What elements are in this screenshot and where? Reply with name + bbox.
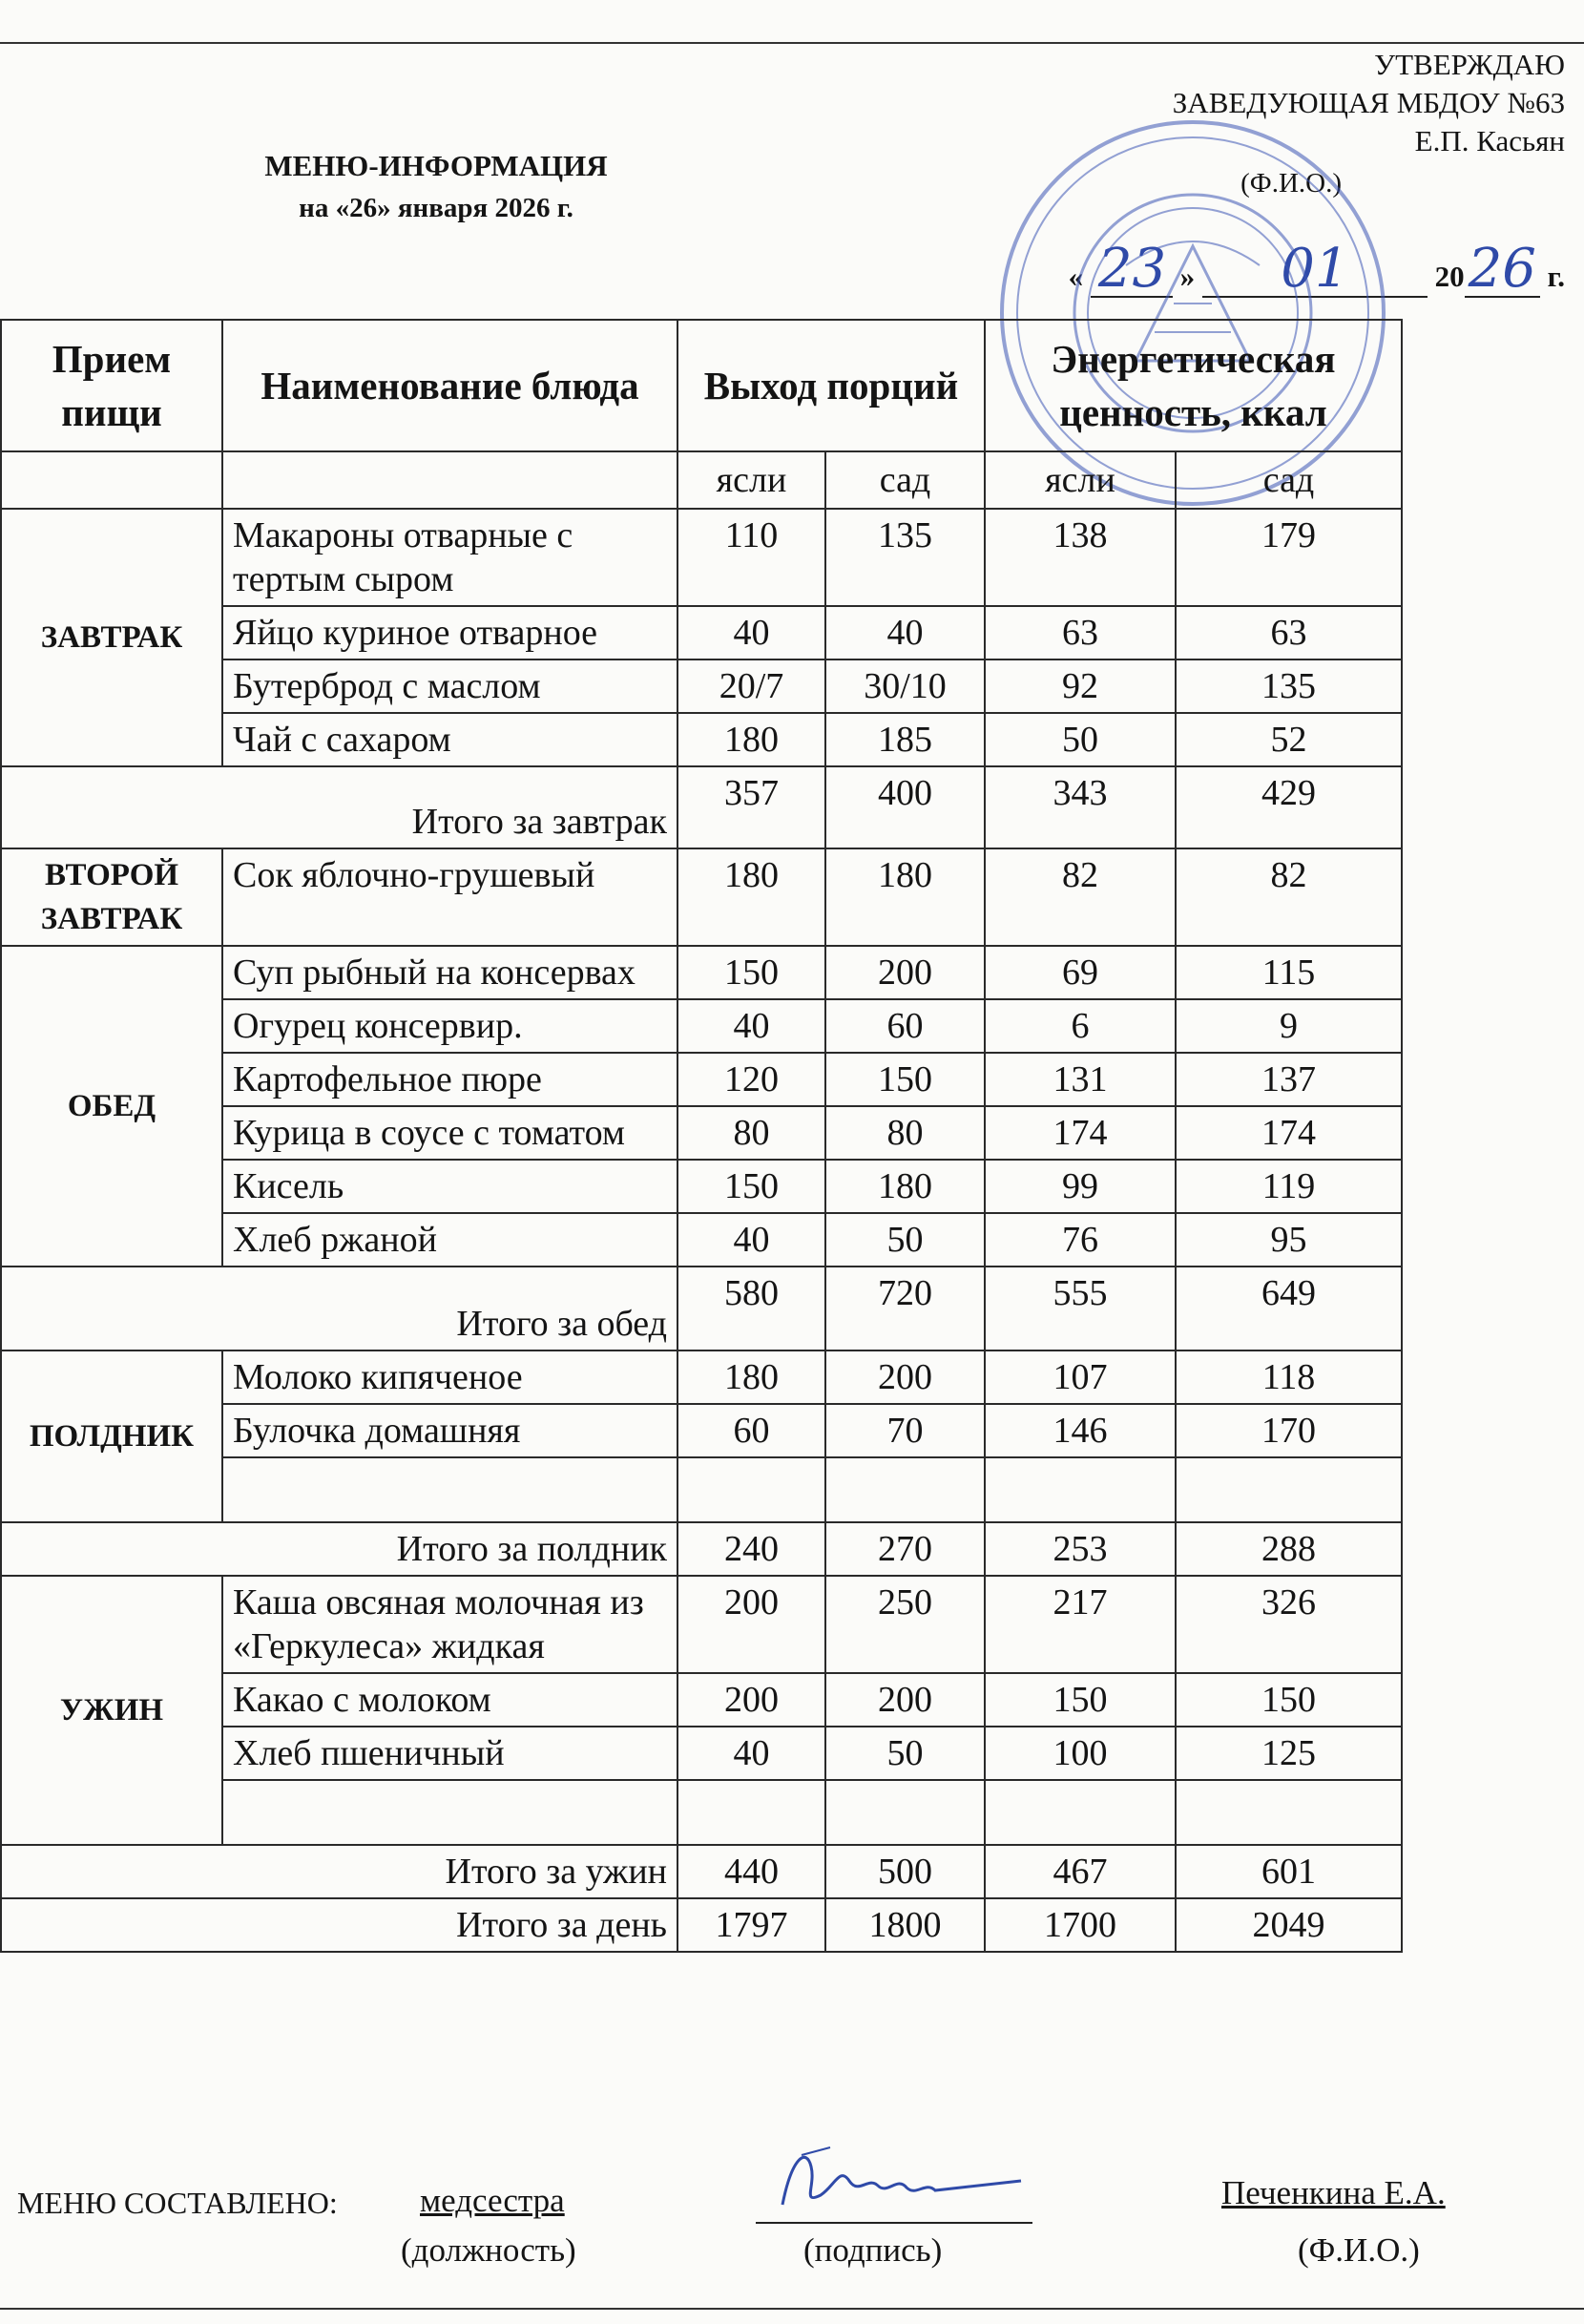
dish-name: Курица в соусе с томатом [222, 1106, 677, 1160]
name-caption: (Ф.И.О.) [1298, 2231, 1420, 2269]
energy-kindergarten: 9 [1176, 999, 1402, 1053]
yield-nursery: 60 [677, 1404, 825, 1457]
title-date: на «26» января 2026 г. [299, 193, 573, 223]
yield-nursery: 40 [677, 606, 825, 660]
empty-cell [677, 1457, 825, 1522]
energy-nursery: 76 [985, 1213, 1176, 1267]
total-energy-nursery: 1700 [985, 1898, 1176, 1952]
energy-kindergarten: 174 [1176, 1106, 1402, 1160]
yield-kindergarten: 200 [825, 1350, 985, 1404]
total-energy-kindergarten: 429 [1176, 766, 1402, 848]
menu-table [0, 319, 1403, 1953]
energy-kindergarten: 82 [1176, 848, 1402, 946]
year-prefix: 20 [1434, 260, 1465, 293]
energy-kindergarten: 95 [1176, 1213, 1402, 1267]
yield-kindergarten: 50 [825, 1213, 985, 1267]
empty-cell [825, 1457, 985, 1522]
yield-kindergarten: 150 [825, 1053, 985, 1106]
empty-cell [222, 1457, 677, 1522]
energy-nursery: 131 [985, 1053, 1176, 1106]
total-energy-nursery: 467 [985, 1845, 1176, 1898]
energy-kindergarten: 115 [1176, 946, 1402, 999]
energy-kindergarten: 118 [1176, 1350, 1402, 1404]
yield-kindergarten: 50 [825, 1727, 985, 1780]
approval-month: 01 [1202, 250, 1428, 298]
meal-lunch: ОБЕД [1, 946, 222, 1267]
total-energy-kindergarten: 288 [1176, 1522, 1402, 1576]
empty-cell [1176, 1457, 1402, 1522]
total-yield-kindergarten: 720 [825, 1267, 985, 1350]
compiled-label: МЕНЮ СОСТАВЛЕНО: [17, 2186, 338, 2220]
year-unit: г. [1547, 260, 1565, 293]
total-yield-nursery: 440 [677, 1845, 825, 1898]
dish-name: Макароны отварные с тертым сыром [222, 509, 677, 606]
compiler-position: медсестра [420, 2182, 565, 2219]
energy-kindergarten: 170 [1176, 1404, 1402, 1457]
approver-position: ЗАВЕДУЮЩАЯ МБДОУ №63 [1172, 86, 1565, 119]
total-energy-nursery: 343 [985, 766, 1176, 848]
dish-name: Какао с молоком [222, 1673, 677, 1727]
dish-name: Булочка домашняя [222, 1404, 677, 1457]
empty-cell [985, 1457, 1176, 1522]
total-yield-nursery: 240 [677, 1522, 825, 1576]
total-energy-kindergarten: 2049 [1176, 1898, 1402, 1952]
total-row-day [1, 1898, 1402, 1952]
total-row-dinner [1, 1845, 1402, 1898]
approve-heading: УТВЕРЖДАЮ [1374, 48, 1565, 81]
energy-kindergarten: 137 [1176, 1053, 1402, 1106]
top-rule [0, 42, 1584, 44]
total-yield-kindergarten: 500 [825, 1845, 985, 1898]
col-meal-header: Прием пищи [1, 320, 222, 451]
approval-day: 23 [1091, 250, 1173, 298]
energy-nursery: 63 [985, 606, 1176, 660]
table-row [1, 509, 1402, 606]
energy-nursery: 217 [985, 1576, 1176, 1673]
table-subheader-row [1, 451, 1402, 509]
yield-nursery: 180 [677, 713, 825, 766]
yield-nursery: 40 [677, 1213, 825, 1267]
empty-subheader [1, 451, 222, 509]
table-row [1, 1350, 1402, 1404]
yield-nursery: 200 [677, 1673, 825, 1727]
empty-cell [1176, 1780, 1402, 1845]
dish-name: Каша овсяная молочная из «Геркулеса» жидкая [222, 1576, 677, 1673]
yield-nursery: 120 [677, 1053, 825, 1106]
energy-nursery: 107 [985, 1350, 1176, 1404]
footer [0, 2167, 1584, 2300]
dish-name: Сок яблочно-грушевый [222, 848, 677, 946]
bottom-rule [0, 2308, 1584, 2310]
yield-nursery: 180 [677, 848, 825, 946]
total-row-snack [1, 1522, 1402, 1576]
yield-nursery: 20/7 [677, 660, 825, 713]
yield-kindergarten: 30/10 [825, 660, 985, 713]
yield-kindergarten: 250 [825, 1576, 985, 1673]
dish-name: Чай с сахаром [222, 713, 677, 766]
table-header-row [1, 320, 1402, 451]
subheader-yield-kindergarten: сад [825, 451, 985, 509]
total-label: Итого за обед [1, 1267, 677, 1350]
yield-kindergarten: 135 [825, 509, 985, 606]
total-yield-nursery: 580 [677, 1267, 825, 1350]
total-yield-kindergarten: 400 [825, 766, 985, 848]
energy-nursery: 138 [985, 509, 1176, 606]
yield-nursery: 40 [677, 999, 825, 1053]
table-row [1, 1576, 1402, 1673]
total-energy-kindergarten: 649 [1176, 1267, 1402, 1350]
energy-nursery: 174 [985, 1106, 1176, 1160]
meal-snack: ПОЛДНИК [1, 1350, 222, 1522]
signature-line [756, 2222, 1032, 2224]
energy-kindergarten: 63 [1176, 606, 1402, 660]
yield-nursery: 150 [677, 1160, 825, 1213]
position-caption: (должность) [401, 2231, 576, 2269]
yield-kindergarten: 180 [825, 848, 985, 946]
yield-kindergarten: 200 [825, 946, 985, 999]
energy-kindergarten: 150 [1176, 1673, 1402, 1727]
dish-name: Кисель [222, 1160, 677, 1213]
energy-kindergarten: 179 [1176, 509, 1402, 606]
meal-breakfast: ЗАВТРАК [1, 509, 222, 766]
energy-kindergarten: 326 [1176, 1576, 1402, 1673]
empty-cell [222, 1780, 677, 1845]
yield-kindergarten: 70 [825, 1404, 985, 1457]
yield-nursery: 40 [677, 1727, 825, 1780]
table-row [1, 848, 1402, 946]
yield-kindergarten: 200 [825, 1673, 985, 1727]
energy-kindergarten: 119 [1176, 1160, 1402, 1213]
approver-name: Е.П. Касьян [1414, 124, 1565, 157]
energy-kindergarten: 52 [1176, 713, 1402, 766]
signature-icon [763, 2138, 1040, 2224]
total-energy-nursery: 555 [985, 1267, 1176, 1350]
energy-nursery: 6 [985, 999, 1176, 1053]
yield-kindergarten: 60 [825, 999, 985, 1053]
total-label: Итого за ужин [1, 1845, 677, 1898]
total-energy-nursery: 253 [985, 1522, 1176, 1576]
yield-kindergarten: 185 [825, 713, 985, 766]
yield-nursery: 110 [677, 509, 825, 606]
empty-cell [825, 1780, 985, 1845]
dish-name: Картофельное пюре [222, 1053, 677, 1106]
energy-nursery: 150 [985, 1673, 1176, 1727]
empty-cell [985, 1780, 1176, 1845]
col-energy-header: Энергетическая ценность, ккал [985, 320, 1402, 451]
dish-name: Бутерброд с маслом [222, 660, 677, 713]
yield-kindergarten: 80 [825, 1106, 985, 1160]
yield-kindergarten: 180 [825, 1160, 985, 1213]
subheader-energy-nursery: ясли [985, 451, 1176, 509]
dish-name: Хлеб пшеничный [222, 1727, 677, 1780]
energy-nursery: 69 [985, 946, 1176, 999]
energy-nursery: 92 [985, 660, 1176, 713]
quote-close: » [1179, 260, 1196, 293]
yield-nursery: 150 [677, 946, 825, 999]
yield-nursery: 200 [677, 1576, 825, 1673]
empty-cell [677, 1780, 825, 1845]
energy-nursery: 50 [985, 713, 1176, 766]
approval-year: 26 [1465, 250, 1540, 298]
energy-nursery: 82 [985, 848, 1176, 946]
empty-subheader [222, 451, 677, 509]
col-yield-header: Выход порций [677, 320, 985, 451]
subheader-energy-kindergarten: сад [1176, 451, 1402, 509]
total-label: Итого за завтрак [1, 766, 677, 848]
total-yield-nursery: 357 [677, 766, 825, 848]
energy-nursery: 146 [985, 1404, 1176, 1457]
total-yield-kindergarten: 270 [825, 1522, 985, 1576]
total-yield-nursery: 1797 [677, 1898, 825, 1952]
total-row-lunch [1, 1267, 1402, 1350]
total-label: Итого за полдник [1, 1522, 677, 1576]
dish-name: Яйцо куриное отварное [222, 606, 677, 660]
yield-nursery: 180 [677, 1350, 825, 1404]
document-title [221, 145, 651, 229]
total-yield-kindergarten: 1800 [825, 1898, 985, 1952]
compiler-name: Печенкина Е.А. [1221, 2174, 1446, 2211]
energy-nursery: 100 [985, 1727, 1176, 1780]
energy-kindergarten: 125 [1176, 1727, 1402, 1780]
total-energy-kindergarten: 601 [1176, 1845, 1402, 1898]
signature-caption: (подпись) [803, 2231, 943, 2269]
table-row [1, 946, 1402, 999]
yield-nursery: 80 [677, 1106, 825, 1160]
energy-nursery: 99 [985, 1160, 1176, 1213]
dish-name: Хлеб ржаной [222, 1213, 677, 1267]
energy-kindergarten: 135 [1176, 660, 1402, 713]
meal-dinner: УЖИН [1, 1576, 222, 1845]
dish-name: Молоко кипяченое [222, 1350, 677, 1404]
subheader-yield-nursery: ясли [677, 451, 825, 509]
col-dish-header: Наименование блюда [222, 320, 677, 451]
total-row-breakfast [1, 766, 1402, 848]
quote-open: « [1068, 260, 1084, 293]
yield-kindergarten: 40 [825, 606, 985, 660]
title-main: МЕНЮ-ИНФОРМАЦИЯ [264, 149, 608, 182]
meal-second-breakfast: ВТОРОЙ ЗАВТРАК [1, 848, 222, 946]
fio-caption: (Ф.И.О.) [1240, 168, 1342, 199]
dish-name: Огурец консервир. [222, 999, 677, 1053]
total-label: Итого за день [1, 1898, 677, 1952]
dish-name: Суп рыбный на консервах [222, 946, 677, 999]
